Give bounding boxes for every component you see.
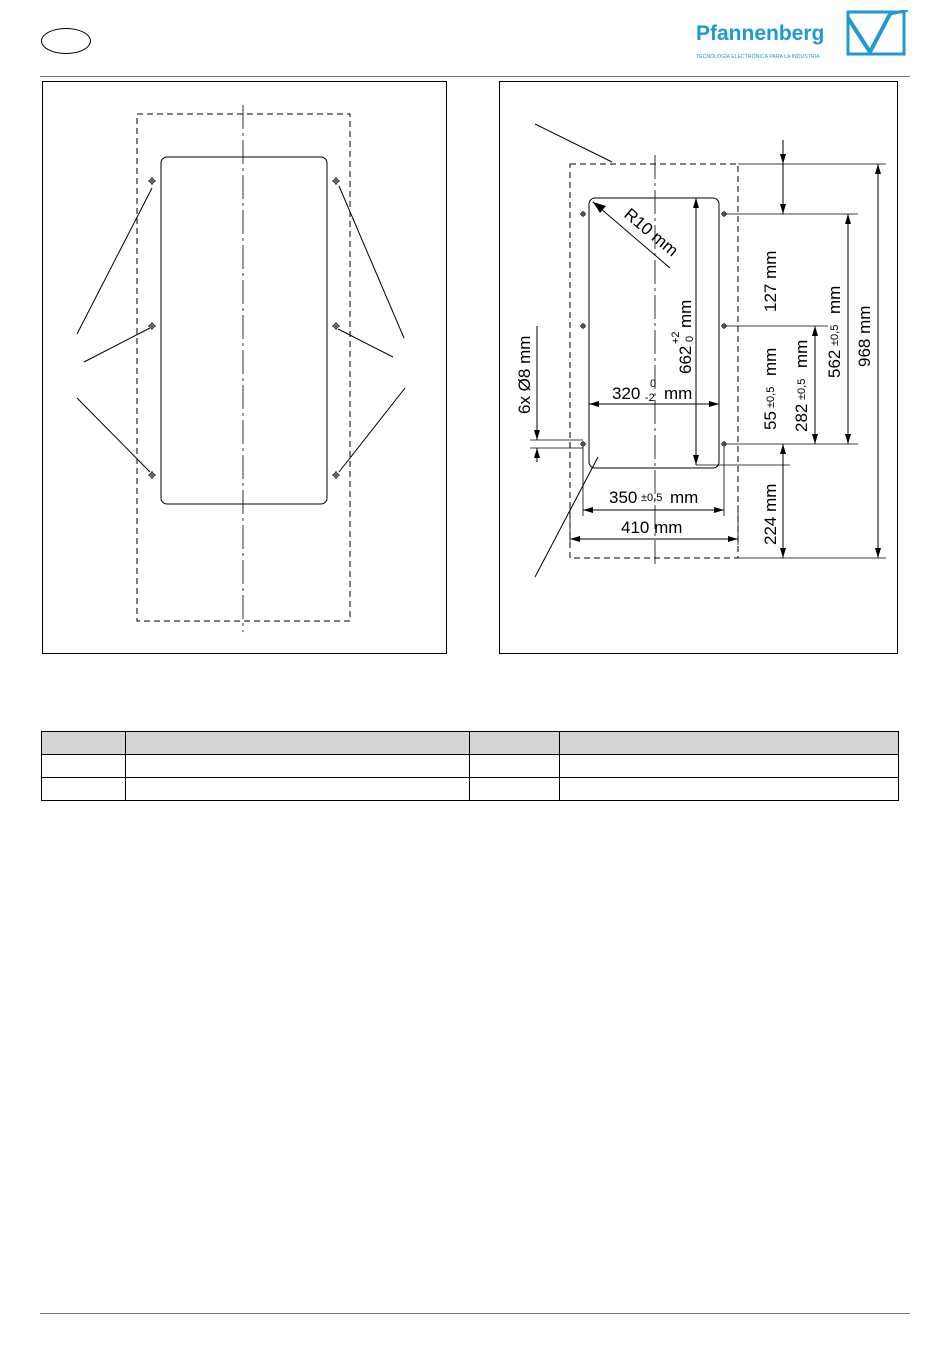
cutout-height-tol-upper: +2 [670, 331, 682, 344]
brand-tagline: TECNOLOGÍA ELECTRÓNICA PARA LA INDUSTRIA [696, 54, 820, 60]
table-row [42, 755, 899, 778]
table-header-cell [470, 732, 560, 755]
cutout-width-tol-lower: -2 [645, 392, 655, 404]
dim-hole-mid-value: 282 [792, 403, 811, 432]
dim-hole-offset-unit: mm [761, 347, 780, 376]
hole-spacing-tol: ±0,5 [641, 492, 663, 504]
table-cell [126, 778, 470, 801]
dim-hole-total-tol: ±0,5 [829, 324, 841, 346]
dim-hole-offset-tol: ±0,5 [765, 386, 777, 408]
table-row [42, 778, 899, 801]
cutout-width-unit: mm [664, 384, 693, 403]
brand-name: Pfannenberg [696, 22, 825, 45]
cutout-width-value: 320 [612, 384, 641, 403]
cutout-height-tol-lower: 0 [684, 335, 696, 342]
table-cell [42, 778, 126, 801]
table-cell [470, 778, 560, 801]
table-cell [470, 755, 560, 778]
table-cell [126, 755, 470, 778]
dim-hole-offset-value: 55 [761, 411, 780, 430]
hole-diameter-label: 6x Ø8 mm [515, 335, 534, 414]
left-mounting-view [77, 105, 405, 632]
table-cell [42, 755, 126, 778]
dim-bottom-label: 224 mm [761, 483, 780, 545]
table-cell [560, 755, 899, 778]
table-header-cell [126, 732, 470, 755]
table-header-row [42, 732, 899, 755]
cutout-height-value: 662 [676, 345, 695, 374]
dim-hole-total-value: 562 [825, 349, 844, 378]
table-cell [560, 778, 899, 801]
radius-label: R10 mm [620, 204, 682, 261]
table-header-cell [560, 732, 899, 755]
outer-width-label: 410 mm [621, 518, 683, 537]
dim-top-label: 127 mm [761, 250, 780, 312]
spec-table [41, 731, 899, 801]
dim-hole-mid-unit: mm [792, 339, 811, 368]
cutout-width-tol-upper: 0 [650, 378, 657, 390]
dim-total-height-label: 968 mm [855, 305, 874, 367]
dim-hole-total-unit: mm [825, 285, 844, 314]
cutout-height-unit: mm [676, 299, 695, 328]
footer-rule [40, 1313, 910, 1314]
dim-hole-mid-tol: ±0,5 [796, 378, 808, 400]
table-header-cell [42, 732, 126, 755]
hole-spacing-unit: mm [670, 488, 699, 507]
hole-spacing-value: 350 [609, 488, 638, 507]
